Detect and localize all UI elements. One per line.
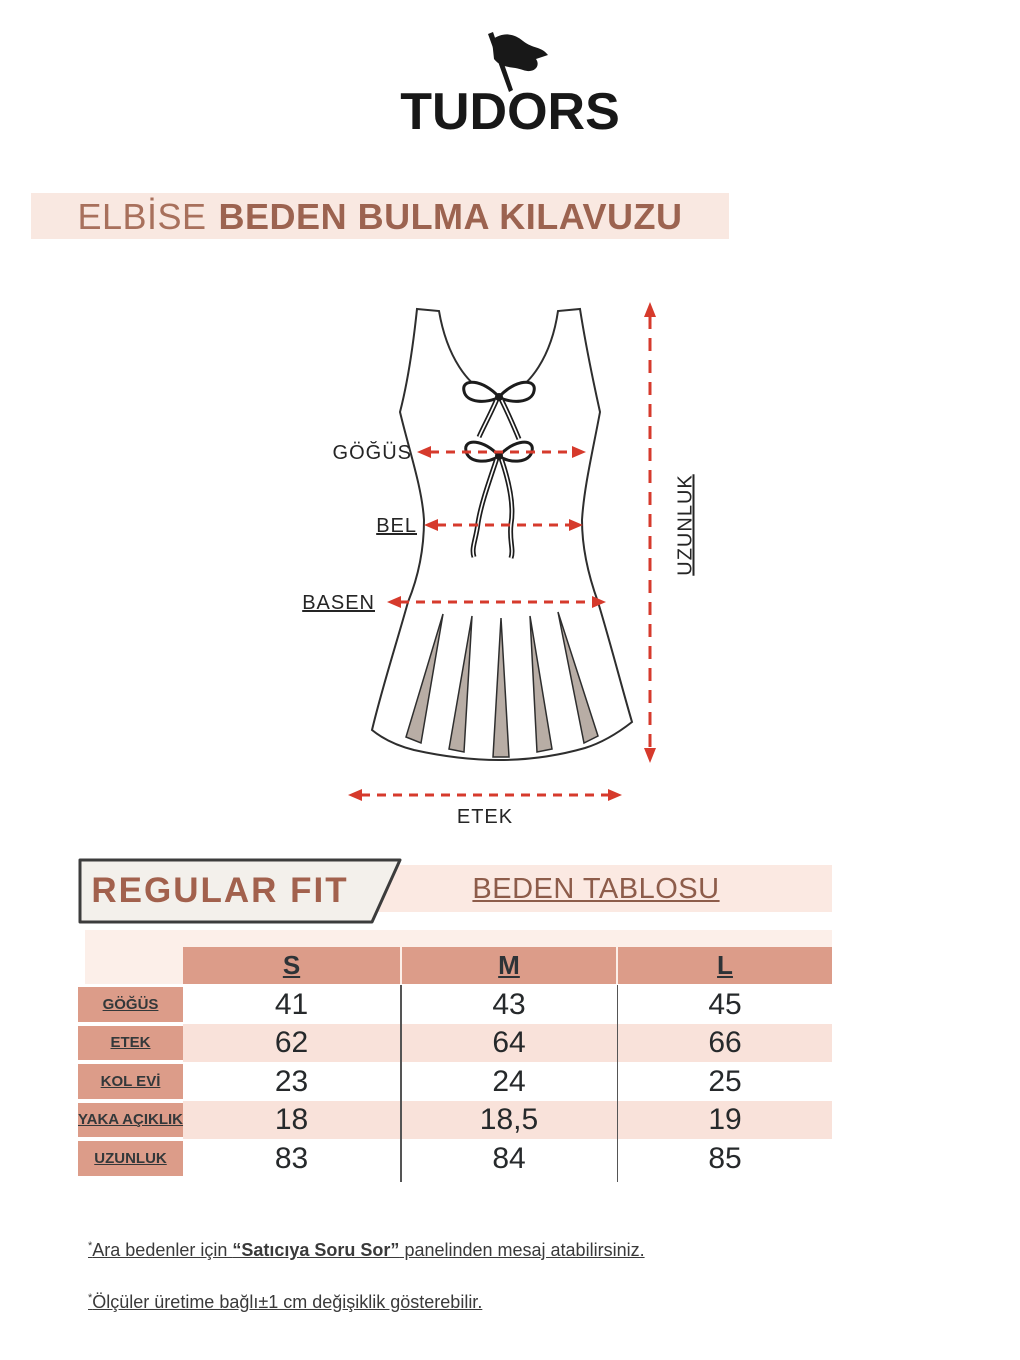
note-tolerance: *Ölçüler üretime bağlı±1 cm değişiklik gösterebilir. (88, 1292, 483, 1312)
size-value-cell: 45 (708, 988, 742, 1021)
size-value-cell: 64 (492, 1026, 526, 1059)
fit-badge-label: REGULAR FIT (91, 871, 349, 910)
size-value-cell: 84 (492, 1142, 526, 1175)
measurement-row-label: ETEK (78, 1026, 183, 1060)
hem-measure-arrow (348, 789, 622, 801)
size-value-cell: 19 (708, 1103, 742, 1136)
size-value-cell: 43 (492, 988, 526, 1021)
size-value-cell: 85 (708, 1142, 742, 1175)
asterisk-marker: * (88, 1292, 93, 1304)
measurement-row-label: UZUNLUK (78, 1141, 183, 1176)
table-title-bar (360, 865, 832, 912)
waist-label: BEL (376, 515, 417, 537)
size-value-cell: 18,5 (479, 1103, 539, 1136)
measurement-row-label: YAKA AÇIKLIK (78, 1103, 183, 1137)
measurement-row-label: GÖĞÜS (78, 987, 183, 1022)
size-column-header: S (183, 947, 400, 984)
size-column-header: M (402, 947, 616, 984)
page-title-bar (31, 193, 729, 239)
hip-label: BASEN (302, 592, 375, 614)
size-value-cell: 18 (274, 1103, 309, 1136)
chest-label: GÖĞÜS (332, 442, 412, 464)
size-value-cell: 62 (274, 1026, 309, 1059)
brand-name: TUDORS (400, 83, 620, 141)
size-column-header: L (618, 947, 832, 984)
size-value-cell: 25 (708, 1065, 742, 1098)
hem-label: ETEK (456, 806, 514, 828)
measurement-row-label: KOL EVİ (78, 1064, 183, 1099)
size-value-cell: 23 (274, 1065, 309, 1098)
dress-measurement-diagram (300, 285, 720, 830)
size-value-cell: 24 (492, 1065, 526, 1098)
note-intermediate-sizes: *Ara bedenler için “Satıcıya Soru Sor” panelinden mesaj atabilirsiniz. (88, 1240, 645, 1260)
asterisk-marker: * (88, 1240, 93, 1252)
length-measure-arrow (644, 302, 656, 763)
page-title: BEDEN BULMA KILAVUZU (218, 196, 683, 237)
length-label: UZUNLUK (674, 474, 697, 576)
product-type-label: ELBİSE (77, 196, 207, 237)
size-value-cell: 66 (708, 1026, 742, 1059)
table-title: BEDEN TABLOSU (472, 873, 720, 905)
size-value-cell: 41 (274, 988, 309, 1021)
size-value-cell: 83 (274, 1142, 309, 1175)
